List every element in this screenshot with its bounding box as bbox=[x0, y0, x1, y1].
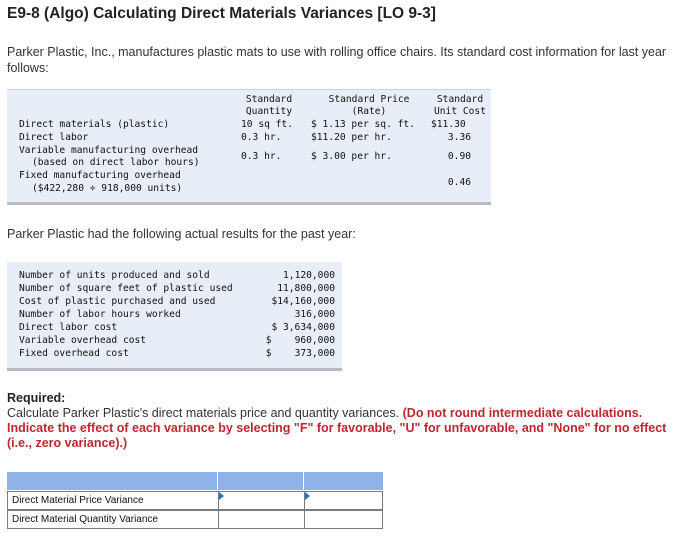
quantity-variance-amount-input[interactable] bbox=[218, 511, 304, 528]
actual-results-table bbox=[7, 262, 342, 371]
header-price-line2: (Rate) bbox=[351, 106, 387, 117]
price-variance-label: Direct Material Price Variance bbox=[12, 495, 144, 506]
actual-label-labor-hours: Number of labor hours worked bbox=[19, 309, 181, 320]
row-unit-cost-variable-overhead: 0.90 bbox=[447, 151, 471, 162]
header-quantity-line1: Standard bbox=[245, 94, 293, 105]
header-unit-cost-line1: Standard bbox=[436, 94, 484, 105]
required-question: Calculate Parker Plastic's direct materials price and quantity variances. bbox=[7, 406, 400, 420]
quantity-variance-effect-select[interactable] bbox=[304, 511, 382, 528]
answer-row-quantity-variance bbox=[7, 510, 383, 529]
standard-cost-table bbox=[7, 89, 491, 205]
price-variance-effect-marker-icon bbox=[305, 492, 310, 500]
price-variance-amount-input[interactable] bbox=[218, 492, 304, 509]
actual-value-variable-overhead: $ 960,000 bbox=[265, 335, 335, 346]
row-price-direct-materials: $ 1.13 per sq. ft. bbox=[311, 119, 415, 130]
price-variance-effect-select[interactable] bbox=[304, 492, 382, 509]
actual-value-fixed-overhead: $ 373,000 bbox=[265, 348, 335, 359]
quantity-variance-label: Direct Material Quantity Variance bbox=[12, 514, 158, 525]
header-effect-cell bbox=[303, 472, 383, 490]
page-title: E9-8 (Algo) Calculating Direct Materials Variances [LO 9-3] bbox=[7, 5, 436, 22]
required-label: Required: bbox=[7, 391, 66, 405]
row-label-direct-materials: Direct materials (plastic) bbox=[19, 119, 170, 130]
row-price-variable-overhead: $ 3.00 per hr. bbox=[311, 151, 392, 162]
required-text bbox=[7, 406, 692, 451]
row-label-variable-overhead: Variable manufacturing overhead bbox=[19, 145, 199, 156]
header-unit-cost-line2: Unit Cost bbox=[434, 106, 486, 117]
answer-table-header bbox=[7, 472, 383, 490]
row-quantity-direct-materials: 10 sq ft. bbox=[241, 119, 293, 130]
header-amount-cell bbox=[217, 472, 303, 490]
price-variance-amount-marker-icon bbox=[219, 492, 224, 500]
row-quantity-variable-overhead: 0.3 hr. bbox=[241, 151, 282, 162]
row-label2-fixed-overhead: ($422,280 ÷ 918,000 units) bbox=[32, 183, 183, 194]
header-quantity-line2: Quantity bbox=[245, 106, 293, 117]
actual-value-units: 1,120,000 bbox=[283, 270, 335, 281]
actual-label-square-feet: Number of square feet of plastic used bbox=[19, 283, 233, 294]
actual-value-plastic-cost: $14,160,000 bbox=[271, 296, 335, 307]
actual-label-fixed-overhead: Fixed overhead cost bbox=[19, 348, 129, 359]
actual-value-square-feet: 11,800,000 bbox=[277, 283, 335, 294]
intro-paragraph: Parker Plastic, Inc., manufactures plastic mats to use with rolling office chairs. Its standard cost information for last year follows: bbox=[7, 45, 667, 75]
actual-label-plastic-cost: Cost of plastic purchased and used bbox=[19, 296, 216, 307]
actual-value-labor-hours: 316,000 bbox=[294, 309, 335, 320]
answer-row-price-variance bbox=[7, 491, 383, 510]
row-label-fixed-overhead: Fixed manufacturing overhead bbox=[19, 170, 181, 181]
actual-label-units: Number of units produced and sold bbox=[19, 270, 210, 281]
row-unit-cost-direct-labor: 3.36 bbox=[447, 132, 471, 143]
row-label-direct-labor: Direct labor bbox=[19, 132, 89, 143]
row-label2-variable-overhead: (based on direct labor hours) bbox=[32, 157, 200, 168]
row-quantity-direct-labor: 0.3 hr. bbox=[241, 132, 282, 143]
row-unit-cost-direct-materials: $11.30 bbox=[431, 119, 466, 130]
actual-value-direct-labor-cost: $ 3,634,000 bbox=[271, 322, 335, 333]
header-price-line1: Standard Price bbox=[328, 94, 410, 105]
actual-label-direct-labor-cost: Direct labor cost bbox=[19, 322, 118, 333]
actual-label-variable-overhead: Variable overhead cost bbox=[19, 335, 147, 346]
row-price-direct-labor: $11.20 per hr. bbox=[311, 132, 392, 143]
row-unit-cost-fixed-overhead: 0.46 bbox=[447, 177, 471, 188]
required-instruction: (Do not round intermediate calculations. Indicate the effect of each variance by selecting "F" for favorable, "U" for unfavorable, and "None" for no effect (i.e., zero variance).) bbox=[7, 406, 667, 450]
actual-results-intro: Parker Plastic had the following actual results for the past year: bbox=[7, 227, 356, 241]
